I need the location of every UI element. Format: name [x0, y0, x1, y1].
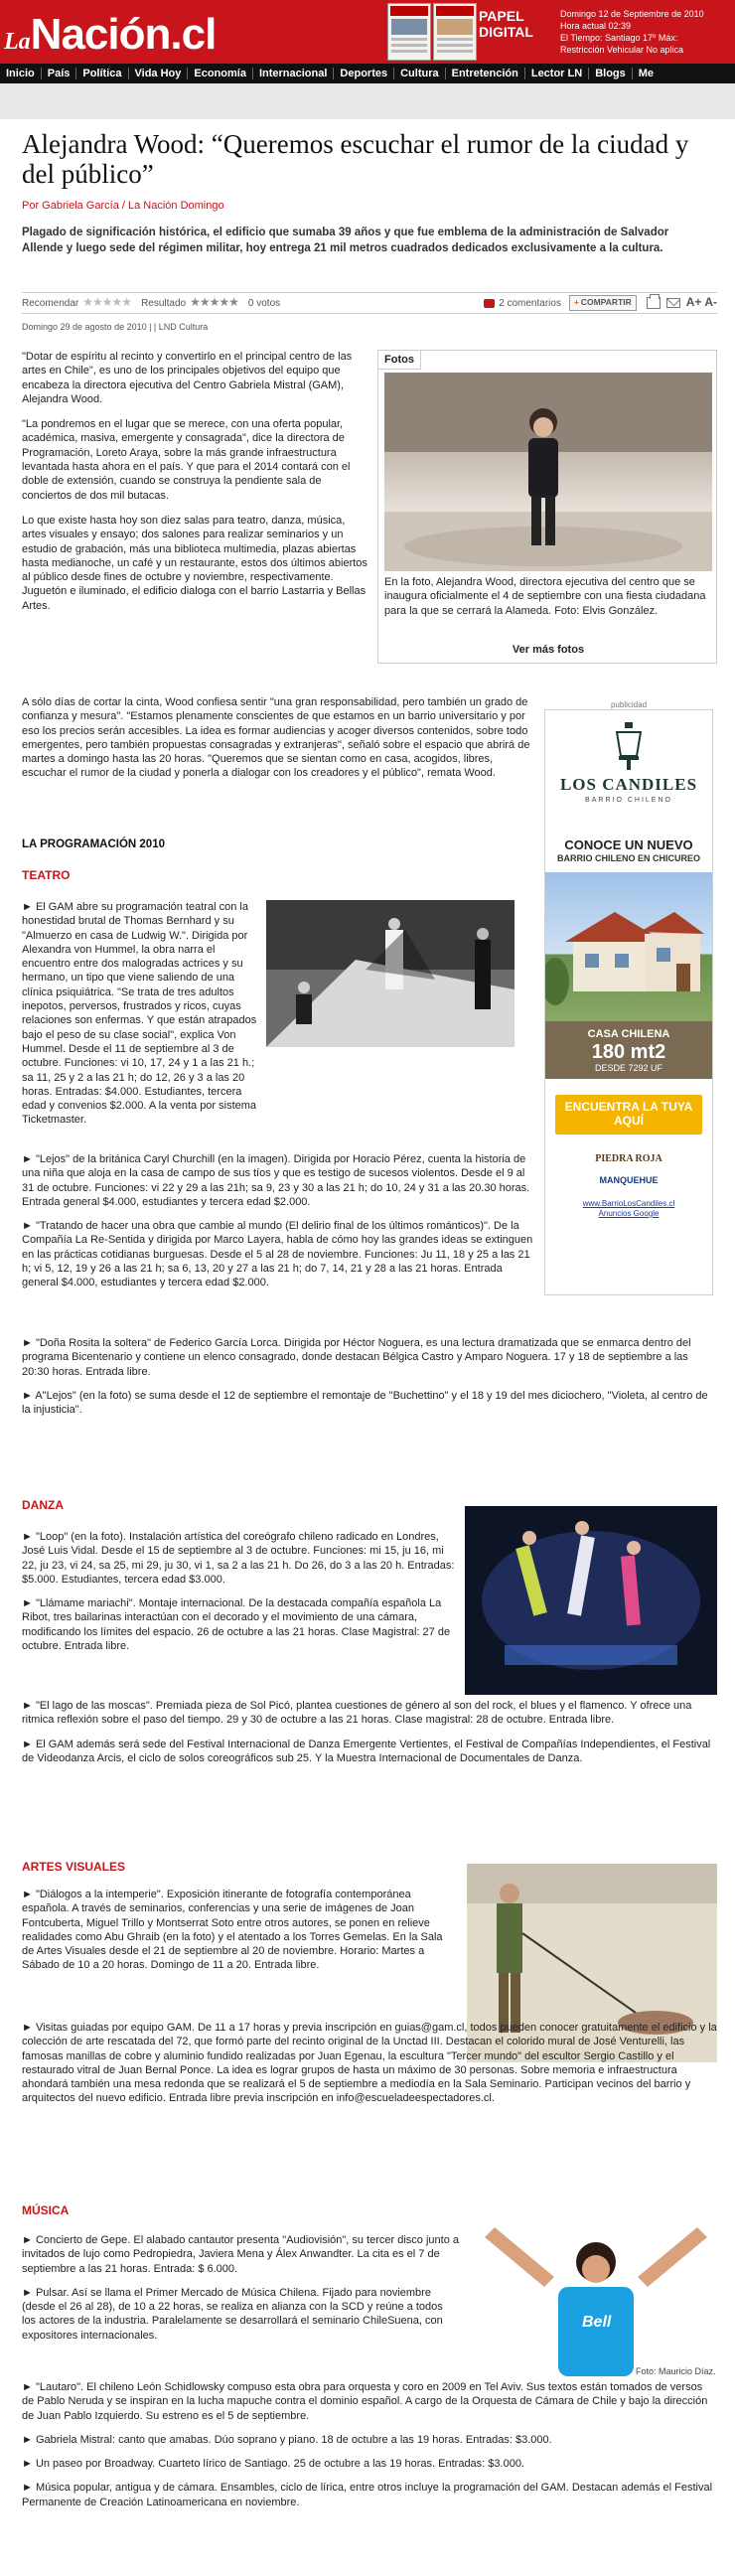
teatro-item: ► A"Lejos" (en la foto) se suma desde el 12 de septiembre el remontaje de "Buchettino" y el 18 y 19 del mes diciochero, "Violeta, al centro de la injusticia". [22, 1389, 708, 1417]
nav-item-deportes[interactable]: Deportes [340, 67, 388, 79]
nav-item-politica[interactable]: Política [82, 67, 122, 79]
article-dateline: Domingo 29 de agosto de 2010 | | LND Cultura [22, 322, 209, 332]
section-artes-visuales: ARTES VISUALES [22, 1860, 126, 1874]
ad-price-size: 180 mt2 [591, 1040, 666, 1063]
email-icon[interactable] [666, 298, 680, 308]
comments-count: 2 comentarios [499, 297, 561, 309]
comment-icon [484, 299, 495, 308]
artes-item: ► Visitas guiadas por equipo GAM. De 11 a 17 horas y previa inscripción en guias@gam.cl, todos pueden conocer gratuitamente el edificio y la colección de arte rescatada del 72, que formó parte del recinto original de la Unctad III. Destacan el colorido mural de José Venturelli, las famosas manillas de cobre y aluminio fundido realizadas por Juan Egenau, la escultura "Tercer mundo" del escultor Sergio Castillo y el restaurado vitral de Juan Bernal Ponce. La idea es lograr grupos de hasta un máximo de 30 personas. Sobre memoria e infraestructura ahondará también una mesa redonda que se realizará el 5 de septiembre a mediodía en la Sala Seminario. Participan vecinos del barrio y arquitectos del nuevo edificio. Entrada libre previa inscripción en info@escueladeespectadores.cl. [22, 2022, 717, 2105]
nav-item-lector-ln[interactable]: Lector LN [530, 67, 583, 79]
shirt-text: Bell [582, 2314, 612, 2331]
comments-link[interactable] [484, 297, 561, 310]
article-intro [22, 350, 371, 624]
photo-gallery [377, 350, 717, 664]
paragraph: "La pondremos en el lugar que se merece, con una oferta popular, académica, masiva, emergente y consagrada", dice la directora de Programación, Loreto Araya, sobre la más grande infraestructura levantada hasta ahora en el país. Y que para el 2014 contará con el doble de extensión, cuando se construya la pendiente sala de conciertos de dos mil butacas. [22, 418, 351, 502]
nav-item-pais[interactable]: País [47, 67, 71, 79]
ad-brand-block [545, 710, 712, 830]
danza-photo[interactable] [465, 1506, 717, 1695]
share-label: COMPARTIR [580, 297, 632, 308]
article-lead: Plagado de significación histórica, el edificio que sumaba 39 años y que fue emblema de la administración de Salvador Allende y luego sede del régimen militar, hoy entrega 21 mil metros cuadrados dedicados exclusivamente a la cultura. [22, 227, 669, 254]
programacion-heading: LA PROGRAMACIÓN 2010 [22, 838, 165, 850]
ad-brand-sub: BARRIO CHILENO [585, 797, 672, 805]
paragraph: Lo que existe hasta hoy son diez salas para teatro, danza, música, artes visuales y ensayo; dos salones para realizar seminarios y un estudio de grabación, más una biblioteca multimedia, plazas abiertas hasta medianoche, un café y un restaurante, estos dos últimos abiertos al público desde fines de octubre y noviembre, respectivamente. Juguetón e iluminado, el edificio dialoga con el barrio Lastarria y Bellas Artes. [22, 514, 368, 612]
danza-list-wide [22, 1699, 717, 1775]
votes-count: 0 votos [247, 297, 281, 309]
ad-logos [545, 1152, 712, 1187]
weather-date: Domingo 12 de Septiembre de 2010 [560, 9, 704, 19]
print-icon[interactable] [647, 297, 661, 309]
musica-photo[interactable] [475, 2217, 717, 2376]
ad-headline: CONOCE UN NUEVO [564, 837, 693, 852]
musica-item: ► Un paseo por Broadway. Cuarteto lírico de Santiago. 25 de octubre a las 19 horas. Entradas: $3.000. [22, 2458, 524, 2471]
nav-item-more[interactable]: Me [638, 67, 655, 79]
nav-item-cultura[interactable]: Cultura [400, 67, 439, 79]
musica-item: ► Concierto de Gepe. El alabado cantautor presenta "Audiovisión", su tercer disco junto a invitados de lujo como Pedropiedra, Javiera Mena y Álex Anwandter. La cita es el 7 de septiembre a las 21 horas. Entrada: $ 6.000. [22, 2234, 460, 2275]
theatre-scene-image [266, 900, 514, 1047]
lamp-icon [609, 720, 649, 770]
main-nav [0, 64, 735, 83]
papel-digital-label[interactable]: PAPEL DIGITAL [479, 8, 533, 41]
sub-nav-bar [0, 83, 735, 119]
paragraph: "Dotar de espíritu al recinto y convertirlo en el principal centro de las artes en Chile", es uno de los principales objetivos del equipo que encabeza la directora ejecutiva del Centro Gabriela Mistral (GAM), Alejandra Wood. [22, 351, 353, 405]
artes-list [22, 1888, 455, 1983]
site-logo[interactable] [4, 6, 216, 63]
teatro-item [22, 900, 260, 1137]
house-image [545, 872, 713, 1021]
danza-item: ► El GAM además será sede del Festival Internacional de Danza Emergente Vertientes, el Festival de Compañías Independientes, el Festival de Videodanza Arcis, el ciclo de solos coreográficos sub 25. Y la Muestra Internacional de Documentales de Danza. [22, 1738, 711, 1764]
ad-house-image [545, 872, 712, 1021]
weather-panel [560, 8, 735, 57]
weather-temp: El Tiempo: Santiago 17º Máx: [560, 33, 678, 44]
danza-list [22, 1530, 455, 1663]
ad-price-title: CASA CHILENA [587, 1028, 670, 1041]
musica-list-wide [22, 2380, 717, 2519]
danza-item: ► "Loop" (en la foto). Instalación artística del coreógrafo chileno radicado en Londres, José Luis Vidal. Desde el 15 de septiembre al 3 de octubre. Funciones: mi 15, ju 16, mi 22, ju 23, vi 24, sa 25, mi 29, ju 30, vi 1, sa 2 a las 21 h. Do 26, do 3 a las 20 h. Entradas: $5.000. Estudiantes, tercera edad $3.000. [22, 1531, 455, 1586]
ad-url-link[interactable]: www.BarrioLosCandiles.cl [582, 1198, 675, 1208]
musica-item: ► Música popular, antigua y de cámara. Ensambles, ciclo de lírica, entre otros incluye la programación del GAM. Destacan además el Festival Permanente de Creación Latinoamericana en noviembre. [22, 2482, 713, 2508]
ad-cta-button[interactable]: ENCUENTRA LA TUYA AQUÍ [555, 1095, 702, 1135]
ads-by-google-link[interactable]: Anuncios Google [598, 1208, 660, 1218]
nav-item-blogs[interactable]: Blogs [595, 67, 626, 79]
article-toolbar [22, 292, 717, 314]
weather-restriction: Restricción Vehicular No aplica [560, 45, 684, 56]
nav-item-entretencion[interactable]: Entretención [451, 67, 518, 79]
woman-seated-image [384, 373, 712, 571]
ad-brand: LOS CANDILES [559, 775, 698, 795]
recommend-stars[interactable]: ★★★★★ [82, 295, 132, 310]
artes-list-wide [22, 2021, 717, 2116]
masthead [0, 0, 735, 64]
more-photos-link[interactable]: Ver más fotos [512, 644, 585, 656]
artes-item: ► "Diálogos a la intemperie". Exposición itinerante de fotografía contemporánea española. A través de seminarios, conferencias y una serie de imágenes de Joan Fontcuberta, Miguel Trillo y Montserrat Soto entre otros autores, se ponen en relieve realidades como Abu Ghraib (en la foto) y el atentado a los Torres Gemelas. En la Sala de Artes Visuales desde el 21 de septiembre al 20 de noviembre. Horario: Martes a Sábado de 10 a 20 horas. Domingo de 11 a 20. Entrada libre. [22, 1889, 443, 1972]
result-stars: ★★★★★ [190, 295, 238, 310]
article-title: Alejandra Wood: “Queremos escuchar el rumor de la ciudad y del público” [22, 129, 689, 190]
section-danza: DANZA [22, 1498, 64, 1512]
ad-price-box [545, 1021, 712, 1079]
nav-item-internacional[interactable]: Internacional [258, 67, 328, 79]
plus-icon: + [573, 297, 579, 308]
weather-time: Hora actual 02:39 [560, 21, 632, 32]
teatro-item: ► "Lejos" de la británica Caryl Churchill (en la imagen). Dirigida por Horacio Pérez, cuenta la historia de una niña que aloja en la casa de campo de sus tíos y que es testigo de sucesos violentos. Desde el 9 al 31 de octubre. Funciones: vi 22 y 29 a las 21h; sa 9, 23 y 30 a las 21 h; do 10, 24 y 31 a las 20.30 horas. Entrada general $4.000, estudiantes y tercera edad $2.000. [22, 1153, 530, 1208]
ad-label: publicidad [610, 700, 648, 709]
result-label: Resultado [141, 297, 187, 309]
ad-price-from: DESDE 7292 UF [594, 1062, 663, 1073]
ad-subheadline: BARRIO CHILENO EN CHICUREO [556, 852, 700, 863]
logo-la: La [4, 29, 31, 55]
teatro-list [22, 1152, 538, 1300]
recommend-label: Recomendar [22, 297, 79, 309]
photo-caption: En la foto, Alejandra Wood, directora ejecutiva del centro que se inaugura oficialmente el 4 de septiembre con una fiesta ciudadana para la que se cerrará la Alameda. Foto: Elvis González. [384, 576, 706, 617]
musica-list [22, 2233, 459, 2352]
danza-item: ► "El lago de las moscas". Premiada pieza de Sol Picó, plantea cuestiones de género al son del rock, el blues y el flamenco. Y ofrece una ritmica reflexión sobre el paso del tiempo. 29 y 30 de octubre a las 21 horas. Clase magistral: 28 de octubre. Entrada libre. [22, 1700, 692, 1727]
ad-banner[interactable] [544, 709, 713, 1295]
paper-cover-1[interactable] [387, 3, 431, 61]
tab-fotos[interactable]: Fotos [378, 351, 421, 370]
nav-item-vida-hoy[interactable]: Vida Hoy [134, 67, 182, 79]
teatro-list-wide [22, 1336, 717, 1427]
main-photo[interactable] [384, 373, 712, 571]
share-button[interactable] [569, 295, 637, 311]
section-teatro: TEATRO [22, 868, 71, 882]
piedra-roja-logo: PIEDRA ROJA [595, 1152, 662, 1164]
danza-item: ► "Llámame mariachi". Montaje internacional. De la destacada compañía española La Ribot, tres bailarinas interactúan con el decorado y el movimiento de una cámara, modificando los límites del espacio. 26 de octubre a las 21 horas. Clase Magistral: 27 de octubre. Entrada libre. [22, 1597, 451, 1653]
teatro-item: ► "Tratando de hacer una obra que cambie al mundo (El delirio final de los últimos románticos)". De la Compañía La Re-Sentida y dirigida por Marco Layera, habla de cómo hoy las grandes ideas se extinguen en las prácticas cotidianas burguesas. Desde el 5 al 28 de noviembre. Funciones: Ju 11, 18 y 25 a las 21 h; vi 5, 12, 19 y 26 a las 21 h; sa 6, 13, 20 y 27 a las 21 h; do 7, 14, 21 y 28 a las 21 horas. Entrada general $4.000, estudiantes y tercera edad $2.000. [22, 1220, 533, 1289]
musica-item: ► Gabriela Mistral: canto que amabas. Dúo soprano y piano. 18 de octubre a las 19 horas. Entradas: $3.000. [22, 2433, 552, 2446]
nav-item-inicio[interactable]: Inicio [6, 67, 35, 79]
manquehue-logo: MANQUEHUE [599, 1174, 659, 1185]
section-musica: MÚSICA [22, 2203, 70, 2217]
gepe-image [475, 2217, 717, 2376]
musica-item: ► Pulsar. Así se llama el Primer Mercado de Música Chilena. Fijado para noviembre (desde el 26 al 28), de 10 a 22 horas, se realiza en alianza con la SCD y reúne a todos los actores de la industria. Paralelamente se desarrollará el seminario ChileSuena, con expositores internacionales. [22, 2286, 443, 2342]
font-size-controls[interactable]: A+ A- [685, 295, 717, 310]
dancers-image [465, 1506, 717, 1695]
photo-credit: Foto: Mauricio Díaz. [636, 2366, 716, 2376]
paragraph: A sólo días de cortar la cinta, Wood confiesa sentir "una gran responsabilidad, pero también un grado de confianza y mesura". "Estamos plenamente conscientes de que estamos en un barrio universitario y por eso los precios serán accesibles. La idea es formar audiencias y acoger diversos contenidos, sobre todo emergentes, pero también propuestas consagradas y extranjeras", señaló sobre el espacio que abrirá de martes a domingo hasta las 20 horas. "Queremos que se sientan como en casa, acogidos, libres, escuchar el rumor de la ciudad y ponerla a dialogar con los creadores y el público", remata Wood. [22, 696, 530, 780]
logo-nacion: Nación.cl [30, 10, 217, 59]
teatro-item: ► "Doña Rosita la soltera" de Federico García Lorca. Dirigida por Héctor Noguera, es una lectura dramatizada que se enmarca dentro del programa Bicentenario y contiene un elenco consagrado, donde destacan Bélgica Castro y Amparo Noguera. 17 y 18 de septiembre a las 20:30 horas. Entrada libre. [22, 1337, 691, 1378]
article-byline[interactable]: Por Gabriela García / La Nación Domingo [22, 200, 224, 212]
paper-cover-2[interactable] [433, 3, 477, 61]
nav-item-economia[interactable]: Economía [194, 67, 246, 79]
teatro-text-1: ► El GAM abre su programación teatral con la honestidad brutal de Thomas Bernhard y su "Almuerzo en casa de Ludwig W.". Dirigida por Alexandra von Hummel, la obra narra el encuentro entre dos malogradas actrices y su hermano, un tipo que viene saliendo de una clínica psiquiátrica. "Se trata de tres adultos inepotos, perversos, frustrados y ricos, cuyas relaciones son enfermas. Y que están atrapados bajo el peso de su clase social", explica Von Hummel. Desde el 11 de septiembre al 3 de octubre. Funciones: vi 10, 17, 24 y 1 a las 21 h.; sa 11, 25 y 2 a las 21 h; do 12, 26 y 3 a las 20 horas. Entradas: $4.000. Estudiantes, tercera edad y convenios $2.000. A la venta por sistema Ticketmaster. [22, 901, 257, 1127]
teatro-photo[interactable] [266, 900, 514, 1047]
musica-item: ► "Lautaro". El chileno León Schidlowsky compuso esta obra para orquesta y coro en 2009 en Tel Aviv. Sus textos están tomados de versos de Pablo Neruda y se inspiran en la lucha mapuche contra el dominio español. A cargo de la Orquesta de Cámara de Chile y bajo la dirección de Juan Pablo Izquierdo. Su estreno es el 5 de septiembre. [22, 2381, 708, 2422]
